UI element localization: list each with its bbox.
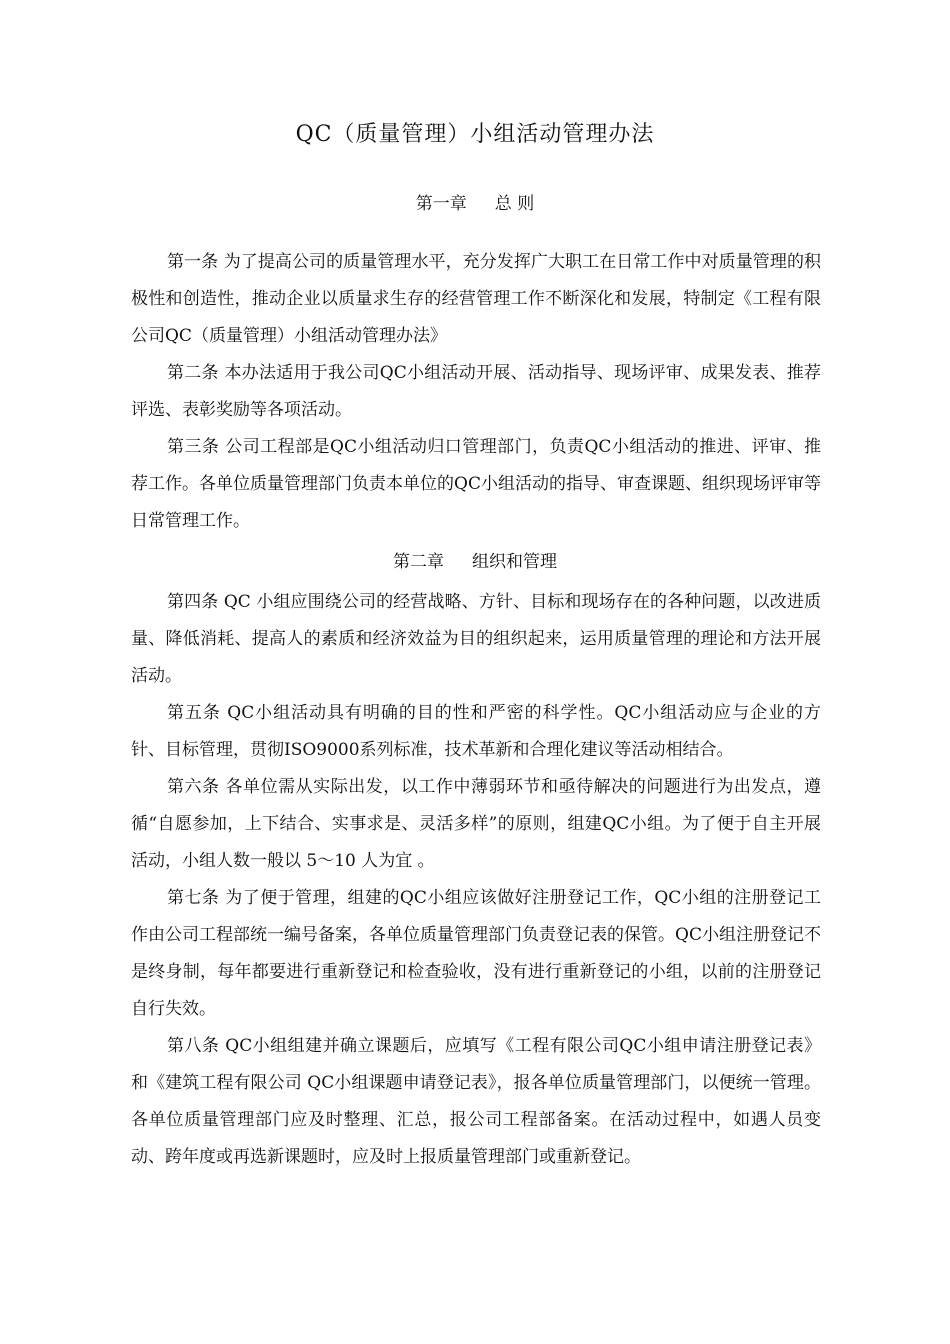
chapter-heading-1: [0, 190, 950, 218]
chapter-2-body: [131, 584, 821, 1176]
article-text: 为了提高公司的质量管理水平，充分发挥广大职工在日常工作中对质量管理的积极性和创造性，推动企业以质量求生存的经营管理工作不断深化和发展，特制定《工程有限公司QC（质量管理）小组活动管理办法》: [131, 252, 822, 346]
article-1: [131, 244, 821, 355]
article-text: 本办法适用于我公司QC小组活动开展、活动指导、现场评审、成果发表、推荐评选、表彰奖励等各项活动。: [131, 363, 822, 420]
article-8: [131, 1028, 821, 1176]
chapter-name: 组织和管理: [472, 552, 557, 572]
article-label: 第三条: [167, 437, 220, 457]
article-text: QC 小组应围绕公司的经营战略、方针、目标和现场存在的各种问题，以改进质量、降低消耗、提高人的素质和经济效益为目的组织起来，运用质量管理的理论和方法开展活动。: [131, 592, 821, 686]
chapter-name: 总 则: [494, 194, 535, 214]
article-text: 各单位需从实际出发，以工作中薄弱环节和亟待解决的问题进行为出发点，遵循“自愿参加，上下结合、实事求是、灵活多样”的原则，组建QC小组。为了便于自主开展活动，小组人数一般以 5～10 人为宜 。: [131, 777, 822, 871]
article-label: 第二条: [167, 363, 219, 383]
article-label: 第六条: [167, 777, 220, 797]
article-text: 为了便于管理，组建的QC小组应该做好注册登记工作，QC小组的注册登记工作由公司工程部统一编号备案，各单位质量管理部门负责登记表的保管。QC小组注册登记不是终身制，每年都要进行重新登记和检查验收，没有进行重新登记的小组，以前的注册登记自行失效。: [131, 888, 822, 1019]
article-label: 第五条: [167, 703, 221, 723]
article-4: [131, 584, 821, 695]
chapter-1-body: [131, 244, 821, 540]
article-label: 第一条: [167, 252, 219, 272]
article-text: 公司工程部是QC小组活动归口管理部门，负责QC小组活动的推进、评审、推荐工作。各单位质量管理部门负责本单位的QC小组活动的指导、审查课题、组织现场评审等日常管理工作。: [131, 437, 822, 531]
document-title: QC（质量管理）小组活动管理办法: [295, 122, 655, 147]
article-text: QC小组活动具有明确的目的性和严密的科学性。QC小组活动应与企业的方针、目标管理，贯彻ISO9000系列标准，技术革新和合理化建议等活动相结合。: [131, 703, 821, 760]
chapter-number: 第一章: [415, 194, 467, 214]
article-3: [131, 429, 821, 540]
chapter-heading-2: [0, 548, 950, 576]
article-5: [131, 695, 821, 769]
article-7: [131, 880, 821, 1028]
article-6: [131, 769, 821, 880]
article-2: [131, 355, 821, 429]
article-label: 第八条: [167, 1036, 220, 1056]
article-label: 第七条: [167, 888, 220, 908]
article-text: QC小组组建并确立课题后，应填写《工程有限公司QC小组申请注册登记表》和《建筑工程有限公司 QC小组课题申请登记表》，报各单位质量管理部门，以便统一管理。各单位质量管理部门应及时整理、汇总，报公司工程部备案。在活动过程中，如遇人员变动、跨年度或再选新课题时，应及时上报质量管理部门或重新登记。: [131, 1036, 822, 1167]
chapter-number: 第二章: [393, 552, 444, 572]
article-label: 第四条: [167, 592, 219, 612]
